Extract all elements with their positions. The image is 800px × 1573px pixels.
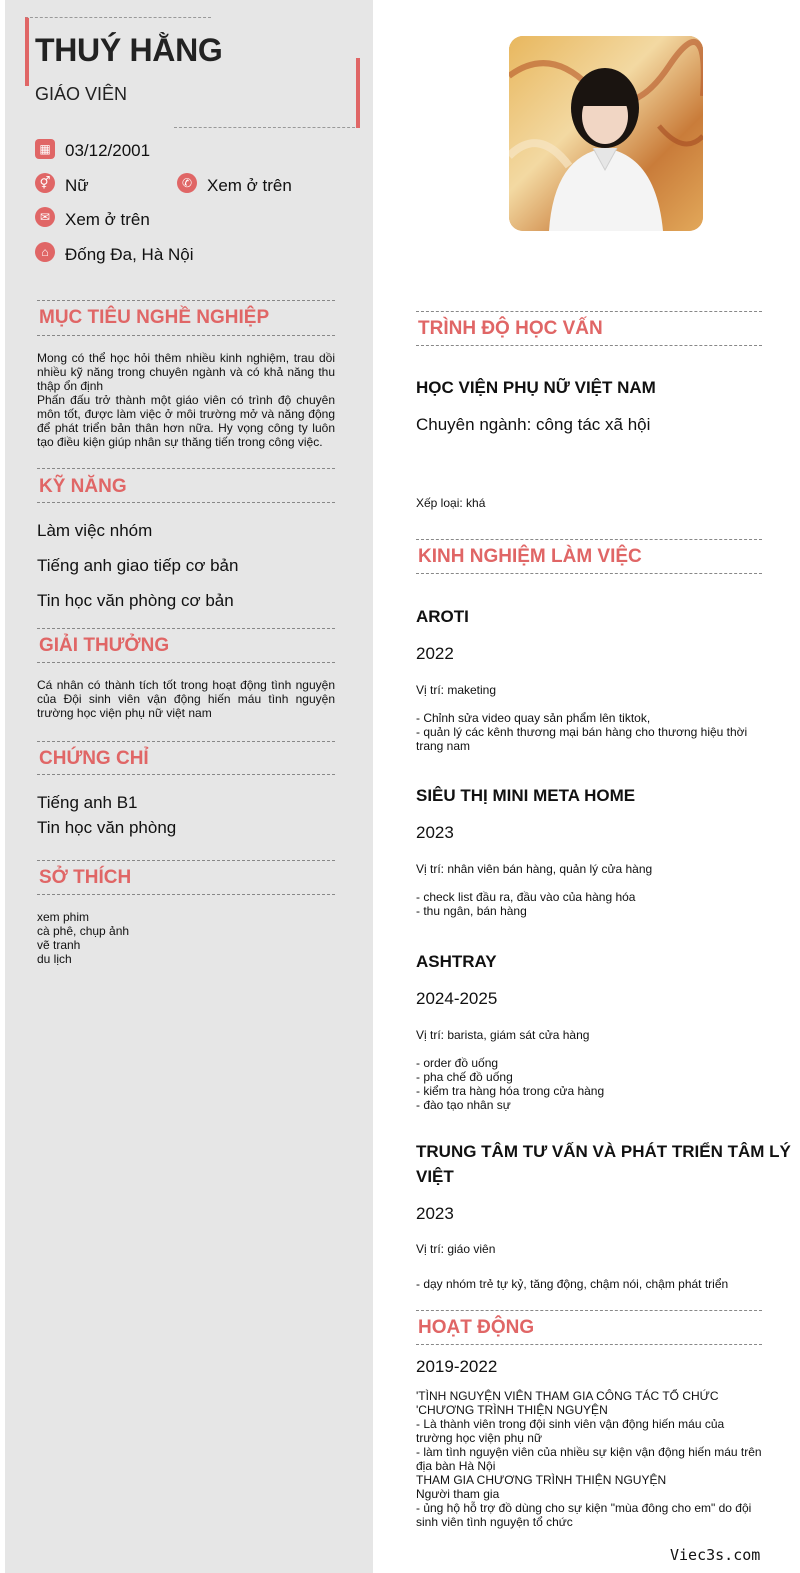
job-company: TRUNG TÂM TƯ VẤN VÀ PHÁT TRIỂN TÂM LÝ	[416, 1142, 791, 1161]
activity-period: 2019-2022	[416, 1357, 498, 1376]
job-company: AROTI	[416, 607, 469, 626]
divider	[416, 311, 762, 312]
divider	[37, 860, 335, 861]
accent-bar	[356, 58, 360, 128]
objective-text-1: Mong có thể học hỏi thêm nhiều kinh nghiệm, trau dồi nhiều kỹ năng trong chuyên ngành và có khả năng thu thập ổn định	[37, 351, 335, 393]
divider	[174, 127, 360, 128]
skill-item: Tin học văn phòng cơ bản	[37, 591, 234, 610]
job-company: SIÊU THỊ MINI META HOME	[416, 786, 636, 805]
job-detail: - Chỉnh sửa video quay sản phẩm lên tiktok,	[416, 711, 651, 725]
hobbies-title: SỞ THÍCH	[39, 867, 132, 888]
job-detail: - thu ngân, bán hàng	[416, 904, 527, 918]
skills-title: KỸ NĂNG	[39, 476, 127, 497]
job-period: 2024-2025	[416, 989, 498, 1008]
hobby-item: du lịch	[37, 952, 72, 966]
activity-line: - làm tình nguyện viên của nhiều sự kiện vận động hiến máu trên	[416, 1445, 762, 1459]
job-company: ASHTRAY	[416, 952, 497, 971]
job-position: Vị trí: barista, giám sát cửa hàng	[416, 1028, 590, 1042]
job-detail: - order đồ uống	[416, 1056, 499, 1070]
address-text: Đống Đa, Hà Nội	[65, 245, 194, 264]
objective-title: MỤC TIÊU NGHỀ NGHIỆP	[39, 307, 270, 328]
email-icon: ✉	[35, 207, 55, 227]
divider	[416, 539, 762, 540]
divider	[416, 1310, 762, 1311]
email-text: Xem ở trên	[65, 210, 150, 229]
brand-watermark[interactable]: Viec3s.com	[670, 1546, 761, 1564]
dob-text: 03/12/2001	[65, 141, 151, 160]
objective-text-2: Phấn đấu trở thành một giáo viên có trình độ chuyên môn tốt, được làm việc ở môi trường mở và năng động để phát triển bản thân hơn nữa. Hy vọng công ty luôn tạo điều kiện giúp nhân sự thăng tiến trong công việc.	[37, 393, 335, 449]
job-detail: - check list đầu ra, đầu vào của hàng hóa	[416, 890, 636, 904]
experience-title: KINH NGHIỆM LÀM VIỆC	[418, 546, 642, 567]
certificates-title: CHỨNG CHỈ	[39, 748, 149, 769]
profile-photo	[509, 36, 703, 231]
hobby-item: xem phim	[37, 910, 90, 924]
job-detail: - quản lý các kênh thương mại bán hàng cho thương hiệu thời trang nam	[416, 725, 748, 753]
divider	[416, 1344, 762, 1345]
job-period: 2023	[416, 1204, 454, 1223]
major-text: Chuyên ngành: công tác xã hội	[416, 415, 651, 434]
hobby-item: cà phê, chụp ảnh	[37, 924, 130, 938]
job-detail: - dạy nhóm trẻ tự kỷ, tăng động, chậm nói, chậm phát triển	[416, 1277, 729, 1291]
candidate-name: THUÝ HẰNG	[35, 32, 223, 68]
education-title: TRÌNH ĐỘ HỌC VẤN	[418, 318, 603, 339]
activity-line: địa bàn Hà Nội	[416, 1459, 496, 1473]
activity-line: trường học viện phụ nữ	[416, 1431, 543, 1445]
job-position: Vị trí: maketing	[416, 683, 497, 697]
activities-title: HOẠT ĐỘNG	[418, 1317, 535, 1338]
divider	[37, 894, 335, 895]
activity-line: sinh viên tình nguyện tổ chức	[416, 1515, 573, 1529]
job-detail: - pha chế đồ uống	[416, 1070, 513, 1084]
divider	[37, 502, 335, 503]
divider	[37, 741, 335, 742]
school-name: HỌC VIỆN PHỤ NỮ VIỆT NAM	[416, 378, 656, 397]
divider	[37, 335, 335, 336]
job-period: 2023	[416, 823, 454, 842]
activity-line: Người tham gia	[416, 1487, 500, 1501]
grade-text: Xếp loại: khá	[416, 496, 486, 510]
skill-item: Tiếng anh giao tiếp cơ bản	[37, 556, 239, 575]
divider	[416, 573, 762, 574]
awards-title: GIẢI THƯỞNG	[39, 635, 170, 656]
job-detail: - đào tạo nhân sự	[416, 1098, 511, 1112]
divider	[416, 345, 762, 346]
job-detail: - kiểm tra hàng hóa trong cửa hàng	[416, 1084, 605, 1098]
divider	[37, 774, 335, 775]
job-period: 2022	[416, 644, 454, 663]
sidebar	[5, 0, 373, 1573]
activity-line: 'CHƯƠNG TRÌNH THIỆN NGUYỆN	[416, 1403, 608, 1417]
divider	[37, 468, 335, 469]
phone-icon: ✆	[177, 173, 197, 193]
divider	[37, 662, 335, 663]
calendar-icon: ▦	[35, 139, 55, 159]
gender-text: Nữ	[65, 176, 89, 195]
phone-text: Xem ở trên	[207, 176, 292, 195]
home-icon: ⌂	[35, 242, 55, 262]
activity-line: THAM GIA CHƯƠNG TRÌNH THIỆN NGUYỆN	[416, 1473, 667, 1487]
job-position: Vị trí: nhân viên bán hàng, quản lý cửa hàng	[416, 862, 653, 876]
certificate-item: Tiếng anh B1	[37, 793, 138, 812]
job-title: GIÁO VIÊN	[35, 84, 128, 104]
certificate-item: Tin học văn phòng	[37, 818, 177, 837]
activity-line: 'TÌNH NGUYỆN VIÊN THAM GIA CÔNG TÁC TỔ CHỨC	[416, 1389, 719, 1403]
job-position: Vị trí: giáo viên	[416, 1242, 496, 1256]
divider	[37, 628, 335, 629]
activity-line: - ủng hộ hỗ trợ đồ dùng cho sự kiện "mùa đông cho em" do đội	[416, 1501, 752, 1515]
hobby-item: vẽ tranh	[37, 938, 81, 952]
divider	[37, 300, 335, 301]
skill-item: Làm việc nhóm	[37, 521, 153, 540]
job-company-cont: VIỆT	[416, 1167, 454, 1186]
awards-text: Cá nhân có thành tích tốt trong hoạt động tình nguyện của Đội sinh viên vận động hiến máu tình nguyện trường học viện phụ nữ việt nam	[37, 678, 335, 720]
gender-icon: ⚥	[35, 173, 55, 193]
activity-line: - Là thành viên trong đội sinh viên vận động hiến máu của	[416, 1417, 725, 1431]
